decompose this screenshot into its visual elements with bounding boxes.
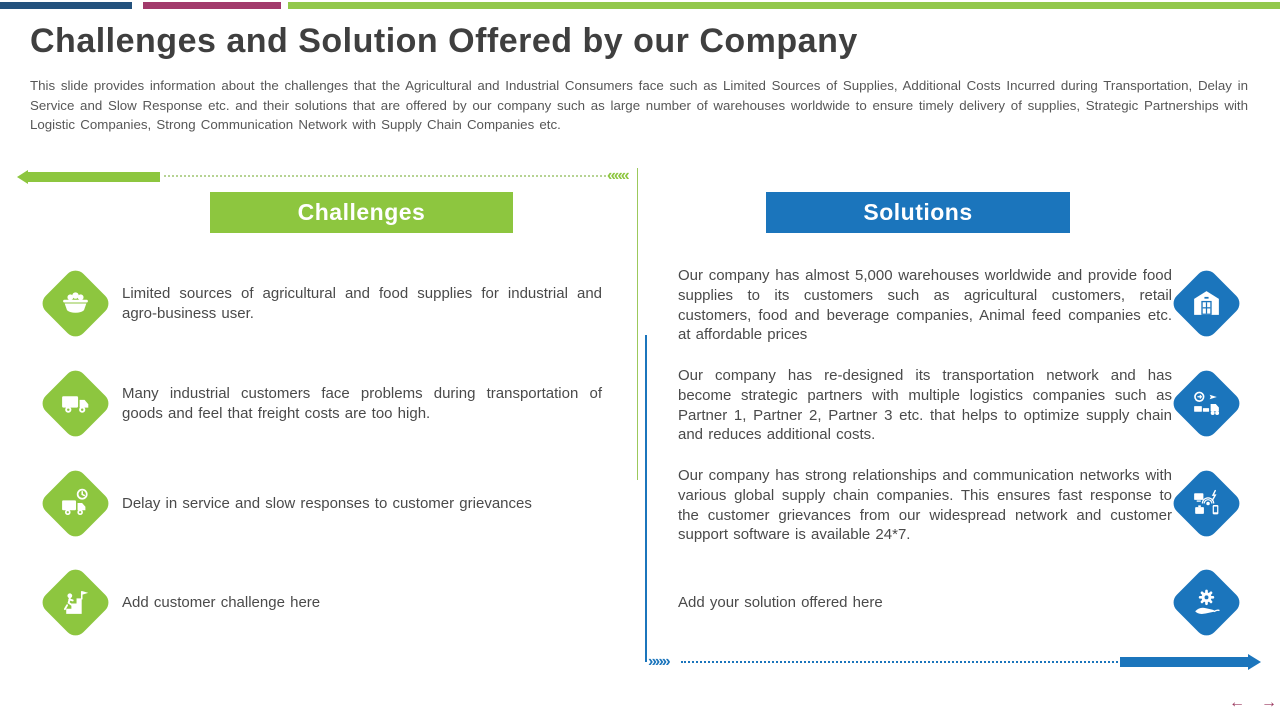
communication-network-icon xyxy=(1190,487,1223,520)
person-climbing-goal-icon xyxy=(59,586,92,619)
chevron-right-icon: »»» xyxy=(648,653,669,670)
blue-dotted-line xyxy=(681,661,1118,663)
challenge-text: Delay in service and slow responses to customer grievances xyxy=(122,495,532,512)
green-arrow-bar xyxy=(28,172,160,182)
challenge-icon-diamond xyxy=(38,565,113,640)
food-basket-icon xyxy=(59,287,92,320)
challenge-text: Many industrial customers face problems during transportation of goods and feel that freight costs are too high. xyxy=(122,385,602,422)
hand-gear-icon xyxy=(1190,586,1223,619)
top-bar-navy xyxy=(0,2,132,9)
delivery-delay-clock-icon xyxy=(59,487,92,520)
previous-slide-arrow-icon[interactable]: ← xyxy=(1229,694,1245,711)
next-slide-arrow-icon[interactable]: → xyxy=(1261,694,1277,711)
green-divider-line xyxy=(637,168,638,480)
solution-icon-diamond xyxy=(1169,466,1244,541)
challenge-icon-diamond xyxy=(38,266,113,341)
blue-arrow-head-icon xyxy=(1248,654,1261,670)
logistics-partners-icon xyxy=(1190,387,1223,420)
blue-divider-line xyxy=(645,335,647,662)
solution-text: Our company has re-designed its transportation network and has become strategic partners with multiple logistics companies such as Partner 1, Partner 2, Partner 3 etc. that helps to optimize supply chain and reduces additional costs. xyxy=(678,367,1172,444)
challenges-header: Challenges xyxy=(210,192,513,233)
warehouse-icon xyxy=(1190,287,1223,320)
challenge-icon-diamond xyxy=(38,466,113,541)
slide-description: This slide provides information about the challenges that the Agricultural and Industrial Consumers face such as Limited Sources of Supplies, Additional Costs Incurred during Transportation, Delay in Service and Slow Response etc. and their solutions that are offered by our company such as large number of warehouses worldwide to ensure timely delivery of supplies, Strategic Partnerships with Logistic Companies, Strong Communication Network with Supply Chain Companies etc. xyxy=(30,78,1248,133)
truck-icon xyxy=(59,387,92,420)
solution-text: Add your solution offered here xyxy=(678,594,883,611)
green-arrow-head-icon xyxy=(17,170,28,184)
chevron-left-icon: ««« xyxy=(607,167,628,184)
challenge-icon-diamond xyxy=(38,366,113,441)
challenge-text: Add customer challenge here xyxy=(122,594,321,611)
solution-icon-diamond xyxy=(1169,565,1244,640)
blue-arrow-bar xyxy=(1120,657,1248,667)
solution-icon-diamond xyxy=(1169,366,1244,441)
solution-icon-diamond xyxy=(1169,266,1244,341)
top-bar-purple xyxy=(143,2,281,9)
top-bar-green xyxy=(288,2,1280,9)
solutions-header: Solutions xyxy=(766,192,1070,233)
solution-text: Our company has almost 5,000 warehouses worldwide and provide food supplies to its customers such as agricultural customers, retail customers, food and beverage companies, Animal feed companies etc. at affordable prices xyxy=(678,267,1172,344)
challenge-text: Limited sources of agricultural and food supplies for industrial and agro-business user. xyxy=(122,285,602,322)
green-dotted-line xyxy=(164,175,606,177)
page-title: Challenges and Solution Offered by our Company xyxy=(30,22,858,60)
solution-text: Our company has strong relationships and communication networks with various global supply chain companies. This ensures fast response to the customer grievances from our widespread network and customer support software is available 24*7. xyxy=(678,467,1172,544)
